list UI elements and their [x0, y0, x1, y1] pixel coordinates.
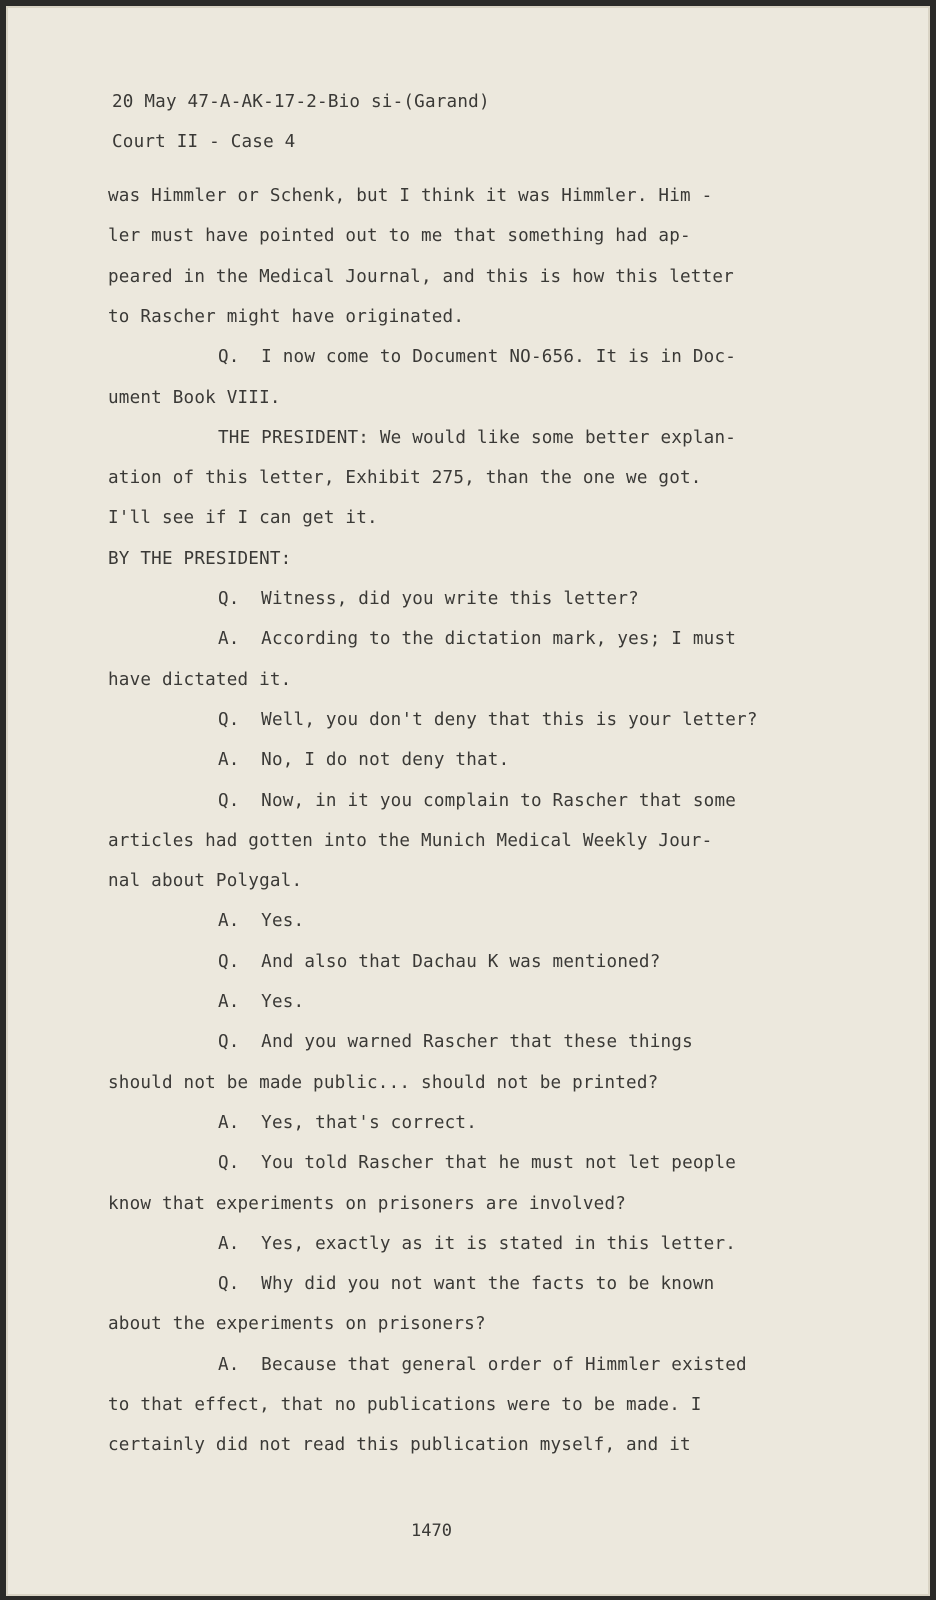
transcript-line: A. Yes, that's correct. [218, 1112, 478, 1133]
transcript-line: A. Yes, exactly as it is stated in this letter. [218, 1233, 737, 1254]
transcript-line: Q. Why did you not want the facts to be known [218, 1274, 715, 1295]
transcript-line: to Rascher might have originated. [108, 306, 465, 327]
transcript-line: to that effect, that no publications were to be made. I [108, 1395, 702, 1415]
transcript-line: Q. I now come to Document NO-656. It is in Doc- [218, 347, 737, 368]
transcript-line: was Himmler or Schenk, but I think it was Himmler. Him - [108, 186, 713, 206]
transcript-line: Q. And you warned Rascher that these things [218, 1032, 693, 1053]
transcript-line: Q. And also that Dachau K was mentioned? [218, 951, 661, 972]
transcript-line: A. Yes. [218, 992, 305, 1012]
transcript-line: Q. You told Rascher that he must not let people [218, 1153, 737, 1174]
transcript-line: know that experiments on prisoners are involved? [108, 1193, 627, 1214]
transcript-line: articles had gotten into the Munich Medical Weekly Jour- [108, 830, 713, 851]
transcript-line: nal about Polygal. [108, 871, 303, 892]
transcript-line: should not be made public... should not be printed? [108, 1072, 659, 1093]
header-line-2: Court II - Case 4 [112, 132, 296, 152]
transcript-line: peared in the Medical Journal, and this is how this letter [108, 266, 734, 287]
transcript-line: A. According to the dictation mark, yes; I must [218, 629, 737, 650]
transcript-line: A. No, I do not deny that. [218, 750, 510, 771]
transcript-line: THE PRESIDENT: We would like some better explan- [218, 427, 737, 448]
document-page [6, 6, 930, 1596]
page-number: 1470 [411, 1521, 452, 1541]
transcript-line: Q. Now, in it you complain to Rascher that some [218, 790, 737, 811]
transcript-line: ler must have pointed out to me that something had ap- [108, 226, 691, 247]
transcript-line: ument Book VIII. [108, 387, 281, 408]
transcript-line: Q. Well, you don't deny that this is your letter? [218, 709, 758, 730]
header-line-1: 20 May 47-A-AK-17-2-Bio si-(Garand) [112, 92, 490, 112]
transcript-line: I'll see if I can get it. [108, 508, 378, 529]
transcript-line: have dictated it. [108, 669, 292, 690]
transcript-line: ation of this letter, Exhibit 275, than the one we got. [108, 468, 702, 489]
transcript-line: A. Yes. [218, 911, 305, 932]
transcript-line: BY THE PRESIDENT: [108, 548, 292, 569]
transcript-line: certainly did not read this publication myself, and it [108, 1435, 691, 1456]
transcript-line: Q. Witness, did you write this letter? [218, 589, 639, 609]
transcript-line: about the experiments on prisoners? [108, 1314, 486, 1335]
transcript-line: A. Because that general order of Himmler existed [218, 1354, 747, 1375]
